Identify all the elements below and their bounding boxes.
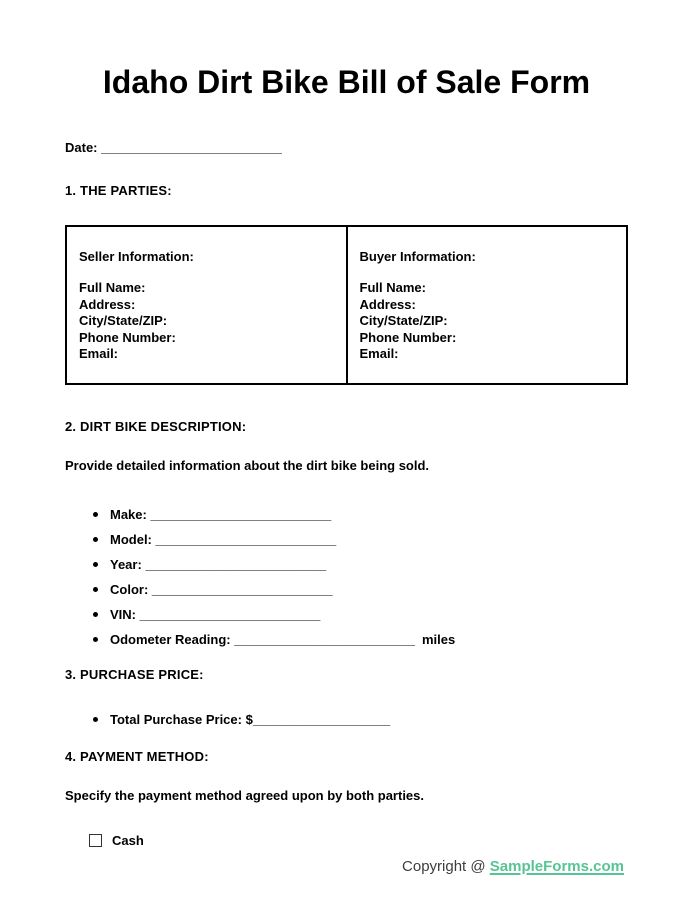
vin-blank-line: _________________________ bbox=[139, 606, 321, 622]
dirt-bike-fields-list bbox=[65, 502, 628, 652]
copyright-text: Copyright @ bbox=[402, 858, 486, 875]
section-heading-description: 2. DIRT BIKE DESCRIPTION: bbox=[65, 418, 247, 434]
make-label: Make: bbox=[110, 506, 147, 522]
cash-checkbox-label: Cash bbox=[112, 832, 144, 848]
payment-option-cash-row bbox=[65, 833, 628, 848]
parties-table-row bbox=[66, 226, 627, 384]
bullet-icon bbox=[93, 562, 98, 567]
model-blank-line: _________________________ bbox=[155, 531, 337, 547]
footer-copyright bbox=[402, 857, 624, 877]
field-year bbox=[65, 552, 628, 577]
model-label: Model: bbox=[110, 531, 152, 547]
buyer-phone-number-label: Phone Number: bbox=[359, 329, 457, 345]
bullet-icon bbox=[93, 537, 98, 542]
total-purchase-price-blank-line: ___________________ bbox=[252, 711, 391, 727]
seller-city-state-zip-label: City/State/ZIP: bbox=[79, 313, 168, 328]
cash-checkbox[interactable] bbox=[89, 834, 102, 847]
buyer-address-label: Address: bbox=[359, 296, 416, 312]
field-make bbox=[65, 502, 628, 527]
total-purchase-price-label: Total Purchase Price: $ bbox=[110, 711, 253, 727]
sampleforms-link[interactable]: SampleForms.com bbox=[489, 858, 624, 875]
odometer-label: Odometer Reading: bbox=[110, 631, 231, 647]
color-label: Color: bbox=[110, 581, 149, 597]
date-row bbox=[65, 140, 628, 156]
year-label: Year: bbox=[110, 556, 142, 572]
section-heading-parties: 1. THE PARTIES: bbox=[65, 183, 172, 198]
seller-full-name-label: Full Name: bbox=[79, 280, 146, 295]
make-blank-line: _________________________ bbox=[150, 506, 332, 522]
year-blank-line: _________________________ bbox=[145, 556, 327, 572]
field-total-purchase-price bbox=[65, 707, 628, 732]
date-label: Date: bbox=[65, 140, 98, 155]
buyer-email-label: Email: bbox=[359, 346, 399, 361]
parties-table bbox=[65, 225, 628, 385]
buyer-full-name-label: Full Name: bbox=[359, 280, 426, 295]
buyer-city-state-zip-label: City/State/ZIP: bbox=[359, 313, 448, 328]
color-blank-line: _________________________ bbox=[151, 581, 333, 597]
bullet-icon bbox=[93, 717, 98, 722]
bullet-icon bbox=[93, 637, 98, 642]
field-color bbox=[65, 577, 628, 602]
seller-address-label: Address: bbox=[79, 296, 136, 312]
buyer-heading: Buyer Information: bbox=[359, 249, 476, 264]
bullet-icon bbox=[93, 612, 98, 617]
seller-heading: Seller Information: bbox=[79, 249, 194, 264]
description-intro-text: Provide detailed information about the dirt bike being sold. bbox=[65, 457, 430, 473]
odometer-suffix: miles bbox=[422, 631, 456, 647]
section-heading-payment-method: 4. PAYMENT METHOD: bbox=[65, 748, 209, 764]
buyer-information-cell bbox=[347, 226, 628, 384]
section-heading-purchase-price: 3. PURCHASE PRICE: bbox=[65, 666, 204, 682]
odometer-blank-line: _________________________ bbox=[234, 631, 415, 647]
field-model bbox=[65, 527, 628, 552]
seller-information-cell bbox=[66, 226, 347, 384]
purchase-price-list bbox=[65, 707, 628, 732]
bullet-icon bbox=[93, 587, 98, 592]
seller-phone-number-label: Phone Number: bbox=[79, 329, 176, 345]
page-title: Idaho Dirt Bike Bill of Sale Form bbox=[102, 64, 591, 100]
field-odometer-reading bbox=[65, 627, 628, 652]
vin-label: VIN: bbox=[110, 606, 136, 622]
date-blank-line: _________________________ bbox=[101, 140, 282, 155]
bullet-icon bbox=[93, 512, 98, 517]
seller-email-label: Email: bbox=[79, 346, 119, 361]
payment-intro-text: Specify the payment method agreed upon by both parties. bbox=[65, 787, 424, 803]
field-vin bbox=[65, 602, 628, 627]
